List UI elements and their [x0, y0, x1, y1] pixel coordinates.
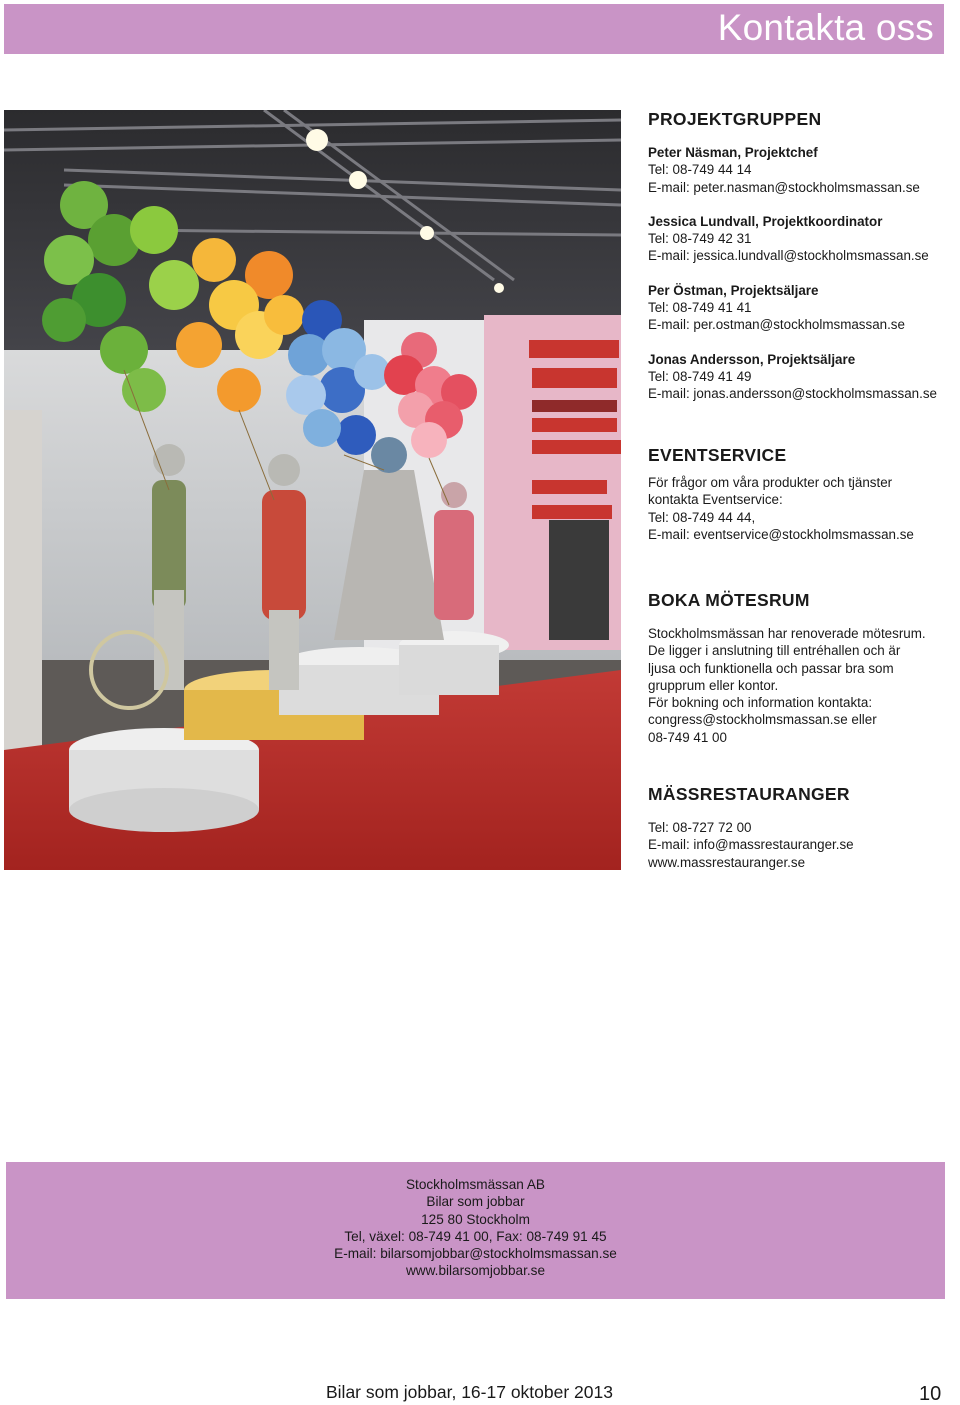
eventservice-tel: Tel: 08-749 44 44, [648, 509, 756, 525]
restauranger-website[interactable]: www.massrestauranger.se [648, 854, 806, 870]
organizer-email[interactable]: E-mail: bilarsomjobbar@stockholmsmassan.se [334, 1246, 617, 1262]
eventservice-line: kontakta Eventservice: [648, 492, 783, 508]
organizer-address: 125 80 Stockholm [421, 1211, 530, 1227]
page-number: 10 [919, 1383, 942, 1405]
contact-tel: Tel: 08-749 44 14 [648, 162, 752, 178]
contact-tel: Tel: 08-749 41 49 [648, 368, 752, 384]
section-massrestauranger [648, 783, 960, 871]
organizer-website[interactable]: www.bilarsomjobbar.se [405, 1263, 546, 1279]
contact-tel: Tel: 08-749 41 41 [648, 300, 752, 316]
contact-email[interactable]: E-mail: jonas.andersson@stockholmsmassan.se [648, 386, 937, 402]
contact-tel: Tel: 08-749 42 31 [648, 231, 752, 247]
section-projektgruppen [648, 108, 960, 403]
restauranger-tel: Tel: 08-727 72 00 [648, 820, 752, 835]
eventservice-email[interactable]: E-mail: eventservice@stockholmsmassan.se [648, 526, 914, 542]
contact-email[interactable]: E-mail: jessica.lundvall@stockholmsmassan.se [648, 248, 929, 264]
heading-boka-motesrum: BOKA MÖTESRUM [648, 590, 810, 610]
organizer-company: Stockholmsmässan AB [405, 1177, 546, 1192]
page-title: Kontakta oss [717, 7, 934, 48]
section-boka-motesrum [648, 589, 960, 746]
heading-projektgruppen: PROJEKTGRUPPEN [648, 109, 822, 129]
contact-email[interactable]: E-mail: peter.nasman@stockholmsmassan.se [648, 179, 920, 195]
eventservice-line: För frågor om våra produkter och tjänster [648, 475, 893, 490]
organizer-info-box [6, 1162, 945, 1299]
contact-email[interactable]: E-mail: per.ostman@stockholmsmassan.se [648, 317, 905, 333]
boka-tel: 08-749 41 00 [648, 729, 727, 745]
boka-line: grupprum eller kontor. [648, 677, 779, 693]
contact-person [648, 351, 960, 403]
heading-eventservice: EVENTSERVICE [648, 445, 787, 465]
contact-name: Per Östman, Projektsäljare [648, 282, 819, 298]
page-footer-text: Bilar som jobbar, 16-17 oktober 2013 [326, 1382, 613, 1402]
exhibition-photo [4, 110, 621, 870]
contact-name: Jessica Lundvall, Projektkoordinator [648, 213, 883, 229]
boka-email[interactable]: congress@stockholmsmassan.se eller [648, 712, 877, 728]
contacts-column [648, 108, 960, 870]
boka-line: ljusa och funktionella och passar bra som [648, 660, 894, 676]
boka-line: De ligger i anslutning till entréhallen och är [648, 643, 901, 659]
section-eventservice [648, 444, 960, 543]
organizer-phone: Tel, växel: 08-749 41 00, Fax: 08-749 91 45 [344, 1228, 607, 1244]
contact-person [648, 213, 960, 265]
boka-line: För bokning och information kontakta: [648, 695, 873, 711]
contact-person [648, 282, 960, 334]
header-bar [4, 4, 944, 54]
restauranger-email[interactable]: E-mail: info@massrestauranger.se [648, 837, 854, 853]
organizer-event: Bilar som jobbar [426, 1194, 525, 1210]
contact-person [648, 144, 960, 196]
contact-name: Peter Näsman, Projektchef [648, 145, 818, 160]
contact-name: Jonas Andersson, Projektsäljare [648, 351, 856, 367]
heading-massrestauranger: MÄSSRESTAURANGER [648, 784, 850, 804]
boka-line: Stockholmsmässan har renoverade mötesrum. [648, 626, 926, 641]
